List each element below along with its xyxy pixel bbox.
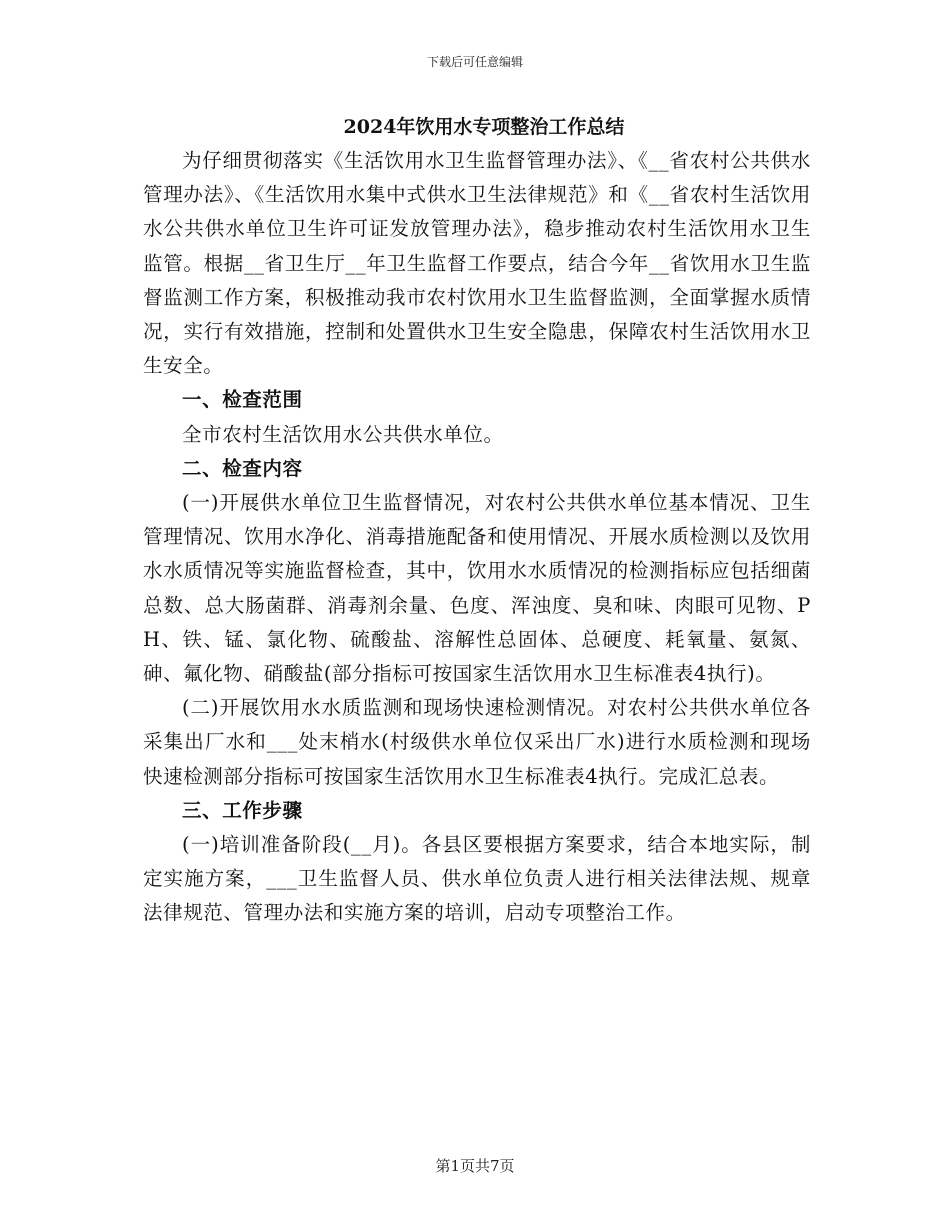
page-header: 下载后可任意编辑 — [426, 55, 523, 69]
document-title: 2024年饮用水专项整治工作总结 — [343, 116, 625, 138]
scope-paragraph: 全市农村生活饮用水公共供水单位。 — [182, 422, 504, 446]
intro-paragraph: 为仔细贯彻落实《生活饮用水卫生监督管理办法》、《__省农村公共供水管理办法》、《生活饮用水集中式供水卫生法律规范》和《__省农村生活饮用水公共供水单位卫生许可证发放管理办法》，稳步推动农村生活饮用水卫生监管。根据__省卫生厅__年卫生监督工作要点，结合今年__省饮用水卫生监督监测工作方案，积极推动我市农村饮用水卫生监督监测，全面掌握水质情况，实行有效措施，控制和处置供水卫生安全隐患，保障农村生活饮用水卫生安全。 — [143, 149, 811, 378]
section-heading-steps: 三、工作步骤 — [182, 798, 303, 822]
document-body — [143, 110, 811, 931]
section-heading-content: 二、检查内容 — [182, 456, 303, 480]
steps-item-1: (一)培训准备阶段(__月)。各县区要根据方案要求，结合本地实际，制定实施方案，___卫生监督人员、供水单位负责人进行相关法律法规、规章法律规范、管理办法和实施方案的培训，启动专项整治工作。 — [143, 833, 811, 925]
content-item-2: (二)开展饮用水水质监测和现场快速检测情况。对农村公共供水单位各采集出厂水和___处末梢水(村级供水单位仅采出厂水)进行水质检测和现场快速检测部分指标可按国家生活饮用水卫生标准表4执行。完成汇总表。 — [143, 696, 811, 788]
content-item-1: (一)开展供水单位卫生监督情况，对农村公共供水单位基本情况、卫生管理情况、饮用水净化、消毒措施配备和使用情况、开展水质检测以及饮用水水质情况等实施监督检查，其中，饮用水水质情况的检测指标应包括细菌总数、总大肠菌群、消毒剂余量、色度、浑浊度、臭和味、肉眼可见物、PH、铁、锰、氯化物、硫酸盐、溶解性总固体、总硬度、耗氧量、氨氮、砷、氟化物、硝酸盐(部分指标可按国家生活饮用水卫生标准表4执行)。 — [143, 491, 811, 686]
page-footer: 第1页共7页 — [435, 1157, 515, 1175]
section-heading-scope: 一、检查范围 — [182, 388, 303, 412]
